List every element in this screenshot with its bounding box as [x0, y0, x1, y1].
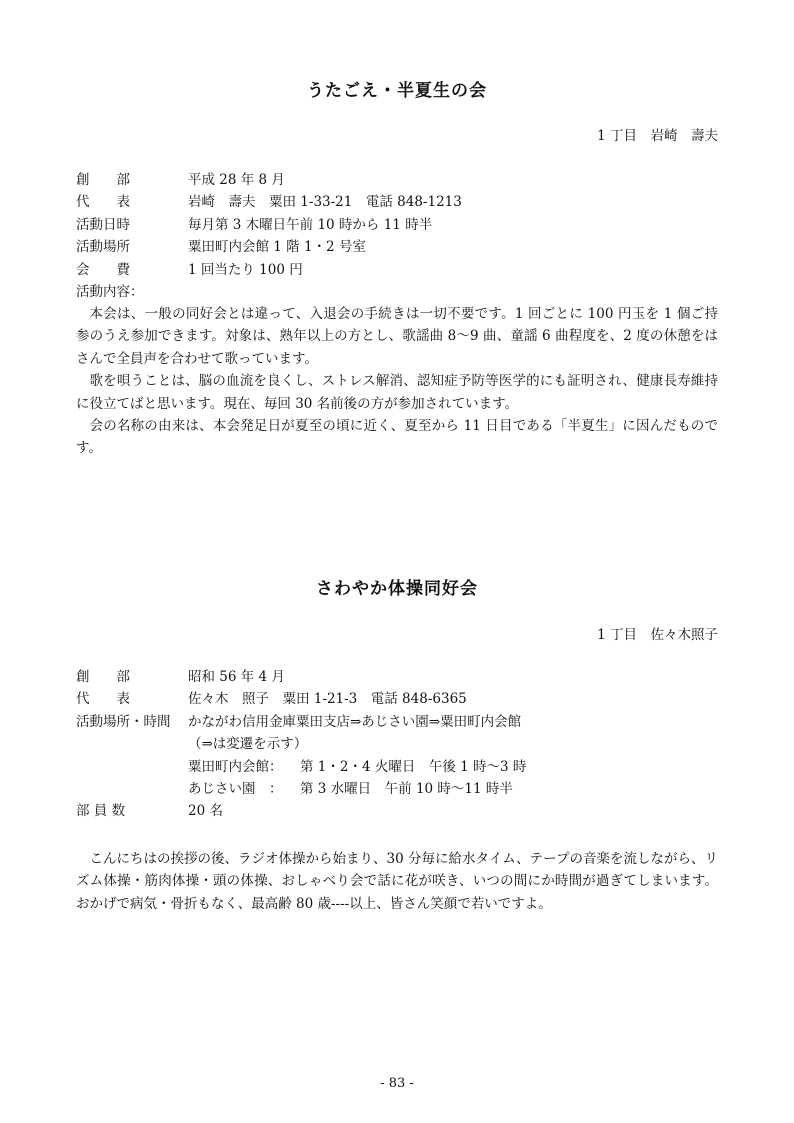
row-value: 平成 28 年 8 月 — [188, 172, 285, 188]
row-label: 活動場所 — [76, 239, 130, 256]
info-row — [76, 259, 718, 281]
row-label: 代 表 — [76, 194, 130, 211]
section1-title: うたごえ・半夏生の会 — [307, 81, 487, 101]
section1-body — [76, 303, 718, 460]
section1-info — [76, 169, 718, 303]
info-row — [76, 169, 718, 191]
body-paragraph: こんにちはの挨拶の後、ラジオ体操から始まり、30 分毎に給水タイム、テープの音楽を流しながら、リズム体操・筋肉体操・頭の体操、おしゃべり会で話に花が咲き、いつの間にか時間が過ぎてしまいます。おかげで病気・骨折もなく、最高齢 80 歳----以上、皆さん笑顔で若いですよ。 — [76, 851, 718, 912]
section2-body — [76, 848, 718, 915]
body-paragraph: 歌を唄うことは、脳の血流を良くし、ストレス解消、認知症予防等医学的にも証明され、健康長寿維持に役立てばと思います。現在、毎回 30 名前後の方が参加されています。 — [76, 373, 718, 412]
row-value: 1 回当たり 100 円 — [188, 261, 303, 278]
row-label: 活動日時 — [76, 216, 130, 233]
schedule-time: 第 1・2・4 火曜日 午後 1 時～3 時 — [300, 758, 527, 775]
row-label: 活動場所・時間 — [76, 713, 171, 730]
page-number: - 83 - — [380, 1076, 414, 1091]
row-label: 部 員 数 — [76, 803, 126, 820]
schedule-place: あじさい園 ： — [188, 780, 283, 797]
row-value: 佐々木 照子 粟田 1-21-3 電話 848-6365 — [188, 691, 467, 708]
section2-info — [76, 666, 718, 823]
info-row — [76, 800, 718, 822]
row-value: 昭和 56 年 4 月 — [188, 669, 285, 685]
info-row — [76, 666, 718, 688]
row-label: 会 費 — [76, 261, 130, 278]
info-row — [76, 281, 718, 303]
schedule-time: 第 3 水曜日 午前 10 時～11 時半 — [300, 780, 513, 797]
row-label: 創 部 — [76, 669, 130, 685]
note: （⇒は変遷を示す） — [188, 736, 308, 753]
schedule-row — [76, 778, 718, 800]
body-paragraph: 会の名称の由来は、本会発足日が夏至の頃に近く、夏至から 11 日目である「半夏生」に因んだものです。 — [76, 418, 718, 457]
info-row — [76, 711, 718, 733]
row-value: 粟田町内会館 1 階 1・2 号室 — [188, 239, 366, 256]
schedule-place: 粟田町内会館： — [188, 758, 283, 775]
section2-title: さわやか体操同好会 — [316, 579, 478, 599]
body-paragraph: 本会は、一般の同好会とは違って、入退会の手続きは一切不要です。1 回ごとに 100 円玉を 1 個ご持参のうえ参加できます。対象は、熟年以上の方とし、歌謡曲 8～9 曲、童謡 6 曲程度を、2 度の休憩をはさんで全員声を合わせて歌っています。 — [76, 306, 718, 367]
info-row — [76, 214, 718, 236]
section2-author: 1 丁目 佐々木照子 — [597, 627, 718, 643]
row-label: 創 部 — [76, 172, 130, 188]
info-row — [76, 688, 718, 710]
info-row — [76, 236, 718, 258]
info-row — [76, 733, 718, 755]
content-label: 活動内容： — [76, 283, 144, 300]
row-value: かながわ信用金庫粟田支店⇒あじさい園⇒粟田町内会館 — [188, 713, 522, 730]
schedule-row — [76, 756, 718, 778]
row-value: 毎月第 3 木曜日午前 10 時から 11 時半 — [188, 216, 433, 233]
row-label: 代 表 — [76, 691, 130, 708]
row-value: 20 名 — [188, 803, 223, 820]
info-row — [76, 191, 718, 213]
section1-author: 1 丁目 岩崎 壽夫 — [597, 128, 718, 144]
row-value: 岩崎 壽夫 粟田 1-33-21 電話 848-1213 — [188, 194, 462, 211]
